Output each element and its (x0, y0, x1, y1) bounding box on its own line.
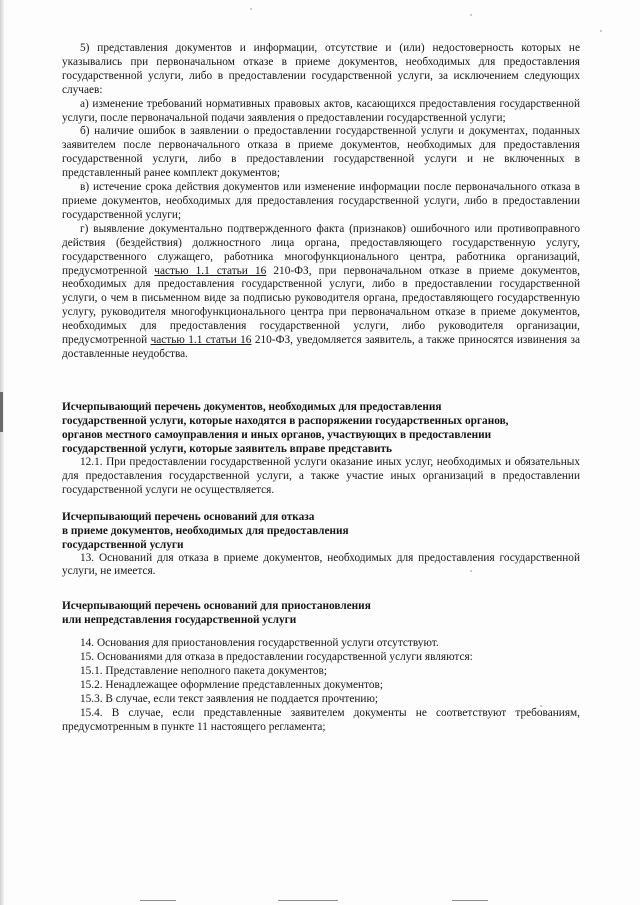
section-heading-documents (62, 400, 580, 456)
law-link-2[interactable]: частью 1.1 статьи 16 (150, 334, 252, 347)
scan-speck (470, 14, 472, 16)
paragraph-g-text-1: г) выявление документально подтвержденного факта (признаков) ошибочного или противоправного действия (бездействия) должностного лица органа, предоставляющего государственную услугу, государственного служащего, работника многофункционального центра, работника организаций, предусмотренной (62, 222, 580, 277)
law-link-1[interactable]: частью 1.1 статьи 16 (154, 264, 267, 277)
paragraph-15-3: 15.3. В случае, если текст заявления не поддается прочтению; (80, 693, 379, 705)
scan-edge (0, 0, 4, 905)
paragraph-g-text-3: 210-ФЗ, уведомляется заявитель, а также приносятся извинения за доставленные неудобства. (62, 334, 580, 360)
paragraph-15-1: 15.1. Представление неполного пакета документов; (80, 665, 328, 678)
section-heading-suspension (62, 599, 580, 627)
heading-line: Исчерпывающий перечень оснований для отказа (62, 510, 315, 523)
scan-artifact-line (278, 900, 338, 901)
paragraph-15: 15. Основаниями для отказа в предоставлении государственной услуги являются: (80, 651, 473, 664)
heading-line: государственной услуги, которые находятся в распоряжении государственных органов, (62, 414, 509, 427)
heading-line: государственной услуги (62, 538, 184, 551)
paragraph-a: а) изменение требований нормативных правовых актов, касающихся предоставления государственной услуги, после первоначальной подачи заявления о предоставлении государственной услуги; (62, 97, 580, 124)
paragraph-5: 5) представления документов и информации, отсутствие и (или) недостоверность которых не указывались при первоначальном отказе в приеме документов, необходимых для предоставления государственной услуги, либо в предоставлении государственной услуги, за исключением следующих случаев: (62, 42, 580, 96)
section-heading-refusal-reasons (62, 510, 580, 552)
heading-line: или непредставления государственной услуги (62, 614, 297, 627)
paragraph-12-1: 12.1. При предоставлении государственной услуги оказание иных услуг, необходимых и обязательных для предоставления государственной услуги, а также участие иных организаций в предоставлении государственной услуги не осуществляется. (62, 455, 580, 496)
heading-line: в приеме документов, необходимых для предоставления (62, 524, 349, 537)
heading-line: Исчерпывающий перечень оснований для приостановления (62, 600, 371, 613)
scan-speck (470, 570, 472, 572)
heading-line: органов местного самоуправления и иных органов, участвующих в предоставлении (62, 428, 492, 441)
scan-speck (250, 8, 252, 10)
paragraph-13: 13. Оснований для отказа в приеме документов, необходимых для предоставления государственной услуги, не имеется. (62, 551, 580, 578)
paragraph-g (62, 223, 580, 362)
scan-speck (540, 705, 542, 707)
scan-edge-mark (0, 392, 3, 432)
paragraph-g-text-2: 210-ФЗ, при первоначальном отказе в приеме документов, необходимых для предоставления государственной услуги, либо в предоставлении государственной услуги, о чем в письменном виде за подписью руководителя органа, предоставляющего государственную услугу, руководителя многофункционального центра при первоначальном отказе в приеме документов, необходимых для предоставления государственной услуги, либо руководителя организации, предусмотренной (62, 264, 580, 347)
document-body (62, 42, 580, 735)
scan-speck (600, 30, 602, 32)
heading-line: государственной услуги, которые заявитель вправе представить (62, 442, 393, 455)
paragraph-v: в) истечение срока действия документов или изменение информации после первоначального отказа в приеме документов, необходимых для предоставления государственной услуги, либо в предоставлении государственной услуги; (62, 181, 580, 221)
paragraph-15-4: 15.4. В случае, если представленные заявителем документы не соответствуют требованиям, предусмотренным в пункте 11 настоящего регламента; (62, 706, 580, 733)
paragraph-14: 14. Основания для приостановления государственной услуги отсутствуют. (80, 637, 439, 650)
paragraph-b: б) наличие ошибок в заявлении о предоставлении государственной услуги и документах, поданных заявителем после первоначального отказа в приеме документов, необходимых для предоставления государственной услуги, либо в предоставлении государственной услуги и не включенных в представленный ранее комплект документов; (62, 125, 580, 180)
scan-artifact-line (140, 900, 176, 901)
heading-line: Исчерпывающий перечень документов, необходимых для предоставления (62, 400, 442, 413)
paragraph-15-2: 15.2. Ненадлежащее оформление представленных документов; (80, 679, 383, 692)
scan-artifact-line (452, 900, 488, 901)
